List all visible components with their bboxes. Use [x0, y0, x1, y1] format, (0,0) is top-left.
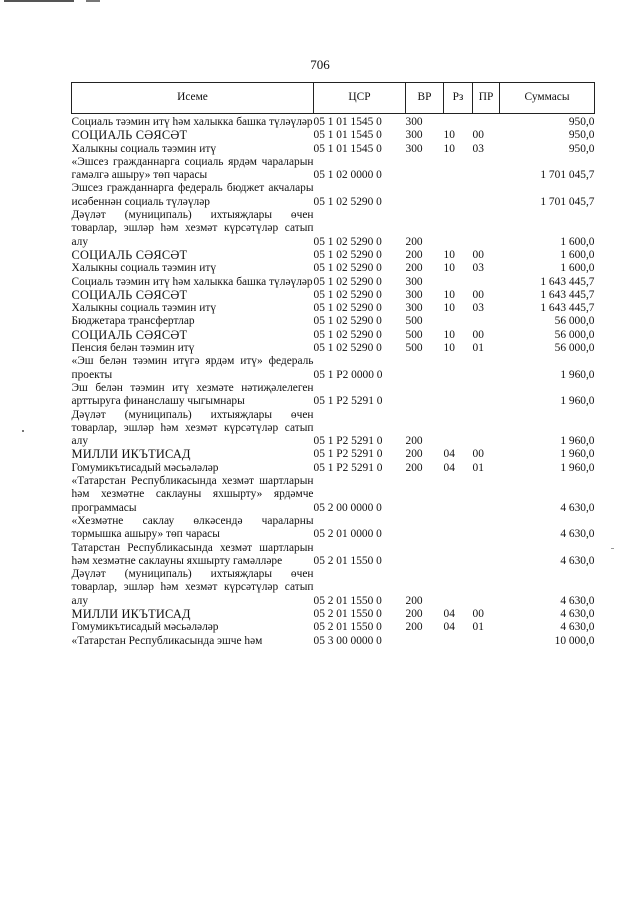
cell-name: Халыкны социаль тәэмин итү: [71, 262, 217, 275]
cell-pr: 00: [472, 328, 484, 341]
cell-rz: 10: [443, 288, 455, 301]
table-row: [72, 342, 595, 355]
cell-pr: [473, 635, 500, 648]
header-vr: ВР: [406, 83, 444, 114]
cell-csr: 05 1 02 5290 0: [313, 235, 382, 248]
cell-vr: [406, 182, 444, 209]
cell-vr: [406, 156, 444, 183]
cell-name: «Татарстан Республикасында эшче һәм: [71, 634, 263, 647]
cell-name: Дәүләт (муниципаль) ихтыяҗлары өчен товарлар, эшләр һәм хезмәт күрсәтүләр сатып алу: [71, 408, 314, 448]
table-row: [72, 355, 595, 382]
cell-csr: 05 1 Р2 5291 0: [313, 435, 383, 448]
cell-rz: [444, 382, 473, 409]
cell-pr: [473, 542, 500, 569]
cell-pr: [473, 182, 500, 209]
table-row: [72, 542, 595, 569]
cell-name: Халыкны социаль тәэмин итү: [71, 142, 217, 155]
cell-vr: 200: [405, 435, 423, 448]
cell-sum: 1 960,0: [560, 448, 595, 461]
cell-sum: 4 630,0: [560, 594, 595, 607]
cell-csr: 05 1 Р2 0000 0: [313, 368, 383, 381]
cell-vr: 300: [405, 142, 423, 155]
cell-vr: [406, 635, 444, 648]
cell-sum: 56 000,0: [554, 328, 595, 341]
cell-name: Эш белән тәэмин итү хезмәте нәтиҗәлелеген арттыруга финанслашу чыгымнары: [71, 381, 314, 408]
cell-name: МИЛЛИ ИКЪТИСАД: [71, 447, 191, 462]
cell-vr: 200: [405, 461, 423, 474]
cell-pr: [473, 315, 500, 328]
cell-name: «Эшсез гражданнарга социаль ярдәм чараларын гамәлгә ашыру» төп чарасы: [71, 155, 314, 182]
cell-pr: [473, 156, 500, 183]
cell-sum: 4 630,0: [560, 621, 595, 634]
cell-rz: [444, 276, 473, 289]
cell-csr: 05 1 02 5290 0: [313, 262, 382, 275]
cell-pr: 00: [472, 607, 484, 620]
cell-pr: [473, 209, 500, 249]
cell-vr: [406, 382, 444, 409]
cell-pr: 00: [472, 288, 484, 301]
cell-sum: 950,0: [568, 129, 595, 142]
cell-csr: 05 1 02 0000 0: [313, 169, 382, 182]
cell-sum: 1 643 445,7: [540, 288, 595, 301]
cell-rz: [444, 568, 473, 608]
cell-name: Пенсия белән тәэмин итү: [71, 342, 195, 355]
cell-rz: 10: [443, 129, 455, 142]
scan-edge-mark: [86, 0, 100, 2]
cell-name: Гомумикътисадый мәсьәләләр: [71, 621, 219, 634]
cell-rz: 10: [443, 262, 455, 275]
cell-vr: 200: [405, 448, 423, 461]
cell-rz: 10: [443, 302, 455, 315]
cell-name: Татарстан Республикасында хезмәт шартларын һәм хезмәтне саклауны яхшырту гамәлләре: [71, 541, 314, 567]
table-header-row: [72, 83, 595, 114]
cell-name: СОЦИАЛЬ СӘЯСӘТ: [71, 287, 188, 302]
cell-vr: 300: [405, 129, 423, 142]
cell-name: Эшсез гражданнарга федераль бюджет акчалары исәбеннән социаль түләүләр: [71, 182, 314, 208]
cell-vr: [406, 355, 444, 382]
cell-name: «Татарстан Республикасында хезмәт шартларын һәм хезмәтне саклауны яхшырту» ярдәмче программасы: [71, 475, 314, 514]
cell-sum: 56 000,0: [554, 315, 595, 328]
cell-pr: 00: [472, 248, 484, 261]
cell-csr: 05 1 01 1545 0: [313, 116, 382, 128]
cell-vr: 500: [405, 342, 423, 355]
cell-rz: [444, 156, 473, 183]
cell-pr: [473, 475, 500, 515]
cell-rz: [444, 182, 473, 209]
table-row: [72, 329, 595, 342]
table-body: [72, 114, 595, 648]
cell-sum: 1 960,0: [560, 461, 595, 474]
cell-vr: [406, 475, 444, 515]
cell-pr: 00: [472, 129, 484, 142]
table-row: [72, 156, 595, 183]
cell-sum: 4 630,0: [560, 501, 595, 514]
table-row: [72, 621, 595, 634]
cell-rz: 04: [443, 461, 455, 474]
cell-pr: 01: [472, 621, 484, 634]
table-row: [72, 209, 595, 249]
cell-pr: 03: [472, 302, 484, 315]
cell-rz: [444, 635, 473, 648]
table-row: [72, 302, 595, 315]
cell-sum: 1 701 045,7: [540, 169, 595, 182]
cell-vr: 200: [405, 248, 423, 261]
cell-csr: 05 2 01 1550 0: [313, 621, 382, 634]
cell-rz: [444, 409, 473, 449]
cell-pr: [473, 276, 500, 289]
cell-csr: 05 2 01 1550 0: [313, 607, 382, 620]
cell-csr: 05 1 Р2 5291 0: [313, 395, 383, 408]
cell-sum: 4 630,0: [560, 528, 595, 541]
scan-speck: [611, 548, 614, 549]
cell-rz: 10: [443, 248, 455, 261]
cell-vr: 200: [405, 621, 423, 634]
cell-csr: 05 1 Р2 5291 0: [313, 461, 383, 474]
header-rz: Рз: [444, 83, 473, 114]
cell-vr: 300: [405, 116, 423, 128]
cell-vr: 200: [405, 262, 423, 275]
table-row: [72, 262, 595, 275]
cell-name: Халыкны социаль тәэмин итү: [71, 302, 217, 315]
page-number: 706: [310, 57, 330, 72]
cell-sum: 1 960,0: [560, 435, 595, 448]
cell-pr: 00: [472, 448, 484, 461]
table-row: [72, 475, 595, 515]
header-name: Исеме: [72, 83, 314, 114]
table-row: [72, 182, 595, 209]
cell-sum: 1 960,0: [560, 395, 595, 408]
cell-name: МИЛЛИ ИКЪТИСАД: [71, 606, 191, 621]
cell-rz: 10: [443, 142, 455, 155]
cell-pr: 01: [472, 342, 484, 355]
cell-sum: 4 630,0: [560, 607, 595, 620]
cell-sum: 1 643 445,7: [540, 302, 595, 315]
cell-rz: 04: [443, 448, 455, 461]
cell-csr: 05 1 02 5290 0: [313, 342, 382, 355]
cell-csr: 05 3 00 0000 0: [313, 634, 382, 647]
cell-rz: [444, 542, 473, 569]
header-csr: ЦСР: [314, 83, 406, 114]
table-row: [72, 289, 595, 302]
cell-vr: 200: [405, 235, 423, 248]
cell-name: СОЦИАЛЬ СӘЯСӘТ: [71, 247, 188, 262]
cell-rz: [444, 515, 473, 542]
cell-rz: [444, 475, 473, 515]
cell-pr: [473, 568, 500, 608]
cell-pr: [473, 409, 500, 449]
cell-name: «Хезмәтне саклау өлкәсендә чараларны тормышка ашыру» төп чарасы: [71, 514, 314, 541]
cell-rz: 04: [443, 607, 455, 620]
cell-pr: [473, 515, 500, 542]
table-row: [72, 315, 595, 328]
cell-name: Дәүләт (муниципаль) ихтыяҗлары өчен товарлар, эшләр һәм хезмәт күрсәтүләр сатып алу: [71, 568, 314, 607]
header-sum: Суммасы: [500, 83, 595, 114]
cell-pr: 03: [472, 262, 484, 275]
cell-vr: 300: [405, 288, 423, 301]
cell-name: СОЦИАЛЬ СӘЯСӘТ: [71, 327, 188, 342]
header-pr: ПР: [473, 83, 500, 114]
cell-sum: 1 643 445,7: [540, 275, 595, 288]
table-row: [72, 249, 595, 262]
table-row: [72, 448, 595, 461]
cell-rz: 10: [443, 328, 455, 341]
table-row: [72, 568, 595, 608]
cell-rz: 10: [443, 342, 455, 355]
table-row: [72, 114, 595, 130]
cell-csr: 05 1 02 5290 0: [313, 288, 382, 301]
cell-name: «Эш белән тәэмин итүгә ярдәм итү» федераль проекты: [71, 355, 314, 381]
cell-pr: [473, 114, 500, 130]
cell-vr: 500: [405, 315, 423, 328]
cell-vr: [406, 542, 444, 569]
cell-csr: 05 1 02 5290 0: [313, 302, 382, 315]
cell-csr: 05 2 01 1550 0: [313, 594, 382, 607]
cell-csr: 05 1 02 5290 0: [313, 248, 382, 261]
cell-sum: 4 630,0: [560, 554, 595, 567]
table-row: [72, 462, 595, 475]
cell-sum: 1 600,0: [560, 235, 595, 248]
cell-csr: 05 2 00 0000 0: [313, 501, 382, 514]
cell-csr: 05 2 01 1550 0: [313, 554, 382, 567]
cell-name: Гомумикътисадый мәсьәләләр: [71, 461, 219, 474]
cell-rz: [444, 209, 473, 249]
cell-sum: 1 701 045,7: [540, 195, 595, 208]
cell-name: Социаль тәэмин итү һәм халыкка башка түләүләр: [71, 116, 313, 128]
table-row: [72, 382, 595, 409]
table-row: [72, 276, 595, 289]
cell-csr: 05 2 01 0000 0: [313, 528, 382, 541]
cell-sum: 1 960,0: [560, 368, 595, 381]
table-row: [72, 515, 595, 542]
cell-csr: 05 1 Р2 5291 0: [313, 448, 383, 461]
cell-name: Бюджетара трансфертлар: [71, 315, 195, 328]
cell-sum: 10 000,0: [554, 634, 595, 647]
cell-csr: 05 1 01 1545 0: [313, 142, 382, 155]
table-row: [72, 635, 595, 648]
scan-edge-mark: [4, 0, 74, 2]
budget-table: [71, 82, 595, 648]
cell-name: Социаль тәэмин итү һәм халыкка башка түләүләр: [71, 275, 313, 288]
cell-sum: 950,0: [568, 116, 595, 128]
cell-pr: 03: [472, 142, 484, 155]
cell-vr: 300: [405, 275, 423, 288]
cell-name: Дәүләт (муниципаль) ихтыяҗлары өчен товарлар, эшләр һәм хезмәт күрсәтүләр сатып алу: [71, 209, 314, 248]
cell-rz: [444, 315, 473, 328]
cell-sum: 1 600,0: [560, 262, 595, 275]
cell-vr: [406, 515, 444, 542]
cell-vr: 500: [405, 328, 423, 341]
cell-rz: [444, 114, 473, 130]
cell-vr: 200: [405, 594, 423, 607]
cell-vr: 300: [405, 302, 423, 315]
scan-speck: [22, 430, 24, 432]
cell-rz: [444, 355, 473, 382]
cell-sum: 950,0: [568, 142, 595, 155]
cell-sum: 1 600,0: [560, 248, 595, 261]
table-row: [72, 409, 595, 449]
cell-pr: [473, 355, 500, 382]
cell-pr: [473, 382, 500, 409]
table-row: [72, 608, 595, 621]
cell-csr: 05 1 02 5290 0: [313, 328, 382, 341]
cell-pr: 01: [472, 461, 484, 474]
table-row: [72, 143, 595, 156]
cell-csr: 05 1 02 5290 0: [313, 315, 382, 328]
cell-csr: 05 1 01 1545 0: [313, 129, 382, 142]
cell-vr: 200: [405, 607, 423, 620]
table-row: [72, 129, 595, 142]
cell-sum: 56 000,0: [554, 342, 595, 355]
cell-rz: 04: [443, 621, 455, 634]
cell-csr: 05 1 02 5290 0: [313, 195, 382, 208]
cell-name: СОЦИАЛЬ СӘЯСӘТ: [71, 128, 188, 143]
cell-csr: 05 1 02 5290 0: [313, 275, 382, 288]
